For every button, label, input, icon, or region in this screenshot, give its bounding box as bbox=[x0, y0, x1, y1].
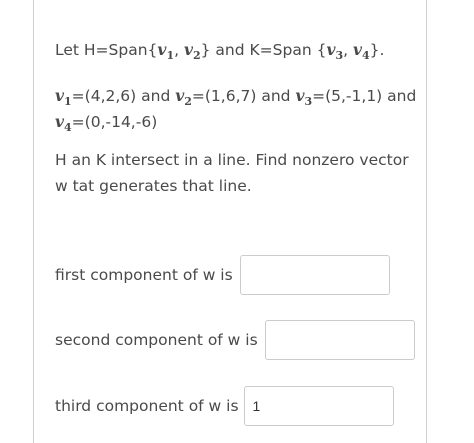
first-component-input[interactable] bbox=[240, 255, 390, 295]
instruction-line-2: w tat generates that line. bbox=[55, 177, 252, 195]
text-let-h: Let H=Span{ bbox=[55, 41, 158, 59]
third-component-label: third component of w is bbox=[55, 397, 239, 415]
first-component-label: first component of w is bbox=[55, 266, 233, 284]
vector-v2: $v_2$ bbox=[175, 86, 192, 109]
second-component-label: second component of w is bbox=[55, 331, 258, 349]
instruction-line-1: H an K intersect in a line. Find nonzero vector bbox=[55, 151, 409, 169]
answer-row-second bbox=[55, 320, 415, 360]
vector-v1: $v_1$ bbox=[55, 86, 72, 109]
problem-line-1: Let $H=Span\{v_1$, $v_2$} and K=Span {$v_3$, $v_4$}. bbox=[55, 40, 385, 63]
vector-v4: $v_4$ bbox=[55, 112, 72, 135]
vector-v1: $v_1$ bbox=[157, 40, 175, 63]
vector-v2: $v_2$ bbox=[183, 40, 201, 63]
second-component-input[interactable] bbox=[265, 320, 415, 360]
vector-v3: $v_3$ bbox=[295, 86, 313, 109]
answer-row-third bbox=[55, 386, 394, 426]
vector-v3: $v_3$ bbox=[326, 40, 344, 63]
problem-line-3: $v_4=(0,-14,-6)$ bbox=[55, 112, 158, 135]
answer-row-first bbox=[55, 255, 390, 295]
third-component-input[interactable]: 1 bbox=[244, 386, 394, 426]
problem-line-2: $v_1=(4,2,6)$ and $v_2=(1,6,7)$ and $v_3=(5,-1,1)$ and bbox=[55, 86, 417, 109]
text-and-k: } and K=Span { bbox=[200, 41, 327, 59]
question-card bbox=[33, 0, 427, 443]
vector-v4: $v_4$ bbox=[352, 40, 370, 63]
